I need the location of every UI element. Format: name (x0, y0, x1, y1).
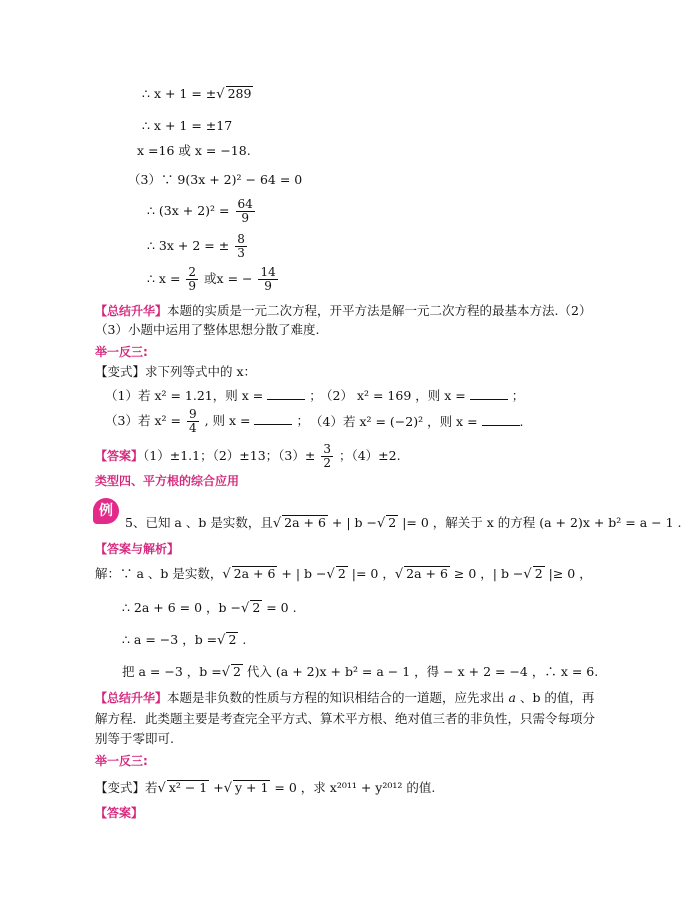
practice-1-q3 (105, 408, 309, 435)
summary-tag: 【总结升华】 (95, 304, 168, 318)
answer-blank (482, 415, 520, 426)
radicand: 2 (388, 515, 397, 530)
denominator: 2 (323, 456, 331, 471)
analysis-step-1 (95, 566, 592, 583)
example-badge: 例 (93, 498, 119, 524)
solution-line-2: ∴ x + 1 = ±17 (142, 118, 233, 133)
radicand: x² − 1 (168, 780, 208, 795)
radicand: 2 (252, 600, 261, 615)
question-label: （4）若 (310, 414, 356, 429)
step-text: ∴ 2a + 6 = 0 ，b − (122, 600, 242, 615)
analysis-step-2 (122, 600, 297, 617)
radicand: 2a + 6 (233, 566, 276, 581)
summary-1-line-1 (95, 303, 591, 318)
radicand: 2 (534, 566, 543, 581)
step-text: 代入 (a + 2)x + b² = a − 1 ，得 − x + 2 = −4 ，∴ x = 6. (242, 664, 599, 679)
practice-1-q4 (310, 414, 524, 429)
variant-text: 求下列等式中的 x： (145, 364, 257, 379)
step-text: . (238, 632, 247, 647)
numerator: 2 (188, 265, 197, 279)
solution-line-1 (142, 86, 253, 103)
question-label: （3）若 (105, 413, 151, 429)
step-text: ∴ a = −3 ，b = (122, 632, 218, 647)
question-label: （1）若 (105, 388, 151, 403)
answer-2-tag: 【答案】 (95, 806, 144, 820)
radical-sign: √ (223, 781, 233, 796)
practice-2-variant (95, 780, 435, 797)
step-text: 解：∵ a 、b 是实数， (95, 566, 223, 581)
analysis-tag: 【答案与解析】 (95, 542, 180, 556)
solution-line-6 (147, 233, 249, 260)
example-text: + | b − (327, 515, 377, 530)
answer-blank (267, 389, 305, 400)
variable-a: a (508, 690, 516, 705)
fraction (236, 198, 255, 225)
radicand: 2a + 6 (406, 566, 448, 581)
equation-text: ∵ 9(3x + 2)² − 64 = 0 (160, 172, 303, 187)
question-equation: x² = 1.21，则 x = (154, 388, 264, 403)
separator: ； (296, 413, 309, 429)
equation-text: ∴ (3x + 2)² = (147, 203, 230, 219)
radical-sign: √ (376, 516, 386, 531)
radical-sign: √ (157, 781, 166, 796)
practice-1-q1 (105, 388, 322, 403)
radicand: 2 (233, 664, 241, 679)
summary-2-line-3: 别等于零即可. (95, 731, 174, 746)
fraction (235, 233, 247, 260)
step-text: ≥ 0 ，| b − (449, 566, 524, 581)
variant-tag: 【变式】 (95, 364, 146, 379)
question-label: （2） (320, 388, 353, 403)
summary-tag: 【总结升华】 (95, 691, 168, 705)
radical-sign: √ (241, 601, 250, 616)
question-equation: x² = (−2)² ，则 x = (359, 414, 478, 429)
solution-line-3: x =16 或 x = −18. (137, 143, 251, 158)
radicand: y + 1 (235, 780, 269, 795)
numerator: 8 (237, 232, 245, 246)
variant-text: = 0 ，求 x²⁰¹¹ + y²⁰¹² 的值. (270, 780, 436, 795)
numerator: 3 (323, 442, 331, 456)
example-text: |= 0 ，解关于 x 的方程 (a + 2)x + b² = a − 1 . (398, 515, 682, 530)
step-text: |= 0 ， (347, 566, 395, 581)
equation-text: 或x = − (204, 271, 253, 287)
summary-text: 本题是非负数的性质与方程的知识相结合的一道题，应先求出 (167, 690, 505, 705)
analysis-step-3 (122, 632, 246, 649)
variant-text: + (209, 780, 224, 795)
radical-sign: √ (523, 567, 532, 582)
answer-tag: 【答案】 (95, 449, 144, 464)
equation-text: x + 1 = ± (153, 86, 217, 101)
therefore-sign: ∴ (142, 86, 150, 101)
step-text: 把 a = −3 ，b = (122, 664, 222, 679)
radical-sign: √ (394, 567, 404, 582)
answer-1 (95, 443, 401, 470)
radicand: 2a + 6 (284, 515, 326, 530)
radical-sign: √ (326, 567, 335, 582)
practice-1-q2 (320, 388, 524, 403)
equation-text: ∴ 3x + 2 = ± (147, 238, 230, 254)
example-text: 已知 a 、b 是实数，且 (145, 515, 273, 530)
fraction (187, 408, 199, 435)
analysis-step-4 (122, 664, 598, 681)
solution-line-5 (147, 198, 257, 225)
numerator: 64 (237, 197, 253, 211)
radical-sign: √ (217, 633, 226, 648)
solution-line-7 (147, 266, 280, 293)
radical-sign: √ (222, 567, 231, 582)
separator: ； (511, 388, 525, 403)
radicand: 2 (337, 566, 346, 581)
answer-text: （1）±1.1；（2）±13；（3）± (143, 448, 316, 464)
separator: ； (309, 388, 322, 403)
fraction (186, 266, 198, 293)
step-text: + | b − (277, 566, 327, 581)
practice-2-title: 举一反三: (95, 754, 148, 768)
equation-text: ∴ x = (147, 271, 181, 287)
answer-text: ；（4）±2. (338, 448, 401, 464)
radical-sign: √ (272, 516, 282, 531)
example-number: 5、 (125, 515, 146, 530)
denominator: 9 (264, 279, 272, 294)
radicand: 289 (227, 86, 252, 101)
radicand: 2 (228, 632, 237, 647)
numerator: 14 (260, 265, 276, 279)
step-text: |≥ 0 ， (544, 566, 592, 581)
denominator: 9 (241, 211, 249, 226)
summary-text: 、b 的值，再 (519, 690, 595, 705)
practice-1-variant (95, 364, 256, 379)
step-text: = 0 . (262, 600, 297, 615)
answer-blank (254, 414, 292, 425)
denominator: 9 (188, 279, 197, 294)
summary-2-line-1 (95, 690, 594, 705)
numerator: 9 (188, 407, 197, 421)
solution-line-4 (128, 172, 302, 187)
denominator: 4 (188, 421, 197, 436)
fraction (321, 443, 333, 470)
fraction (258, 266, 277, 293)
section-title: 类型四、平方根的综合应用 (95, 474, 240, 488)
summary-2-line-2: 解方程．此类题主要是考查完全平方式、算术平方根、绝对值三者的非负性，只需令每项分 (95, 711, 596, 726)
variant-tag: 【变式】 (95, 780, 146, 795)
answer-blank (470, 389, 508, 400)
variant-text: 若 (145, 780, 158, 795)
sub-number: （3） (128, 172, 161, 187)
denominator: 3 (237, 246, 245, 261)
question-equation: x² = 169 ，则 x = (356, 388, 466, 403)
question-equation: x² = (154, 413, 181, 429)
example-problem (125, 515, 682, 532)
radical-sign: √ (221, 665, 230, 680)
summary-text: 本题的实质是一元二次方程，开平方法是解一元二次方程的最基本方法.（2） (167, 303, 592, 318)
summary-1-line-2: （3）小题中运用了整体思想分散了难度. (95, 322, 320, 337)
practice-1-title: 举一反三: (95, 345, 148, 359)
separator: . (519, 414, 524, 429)
question-equation: , 则 x = (204, 413, 251, 429)
radical-sign: √ (216, 87, 225, 102)
